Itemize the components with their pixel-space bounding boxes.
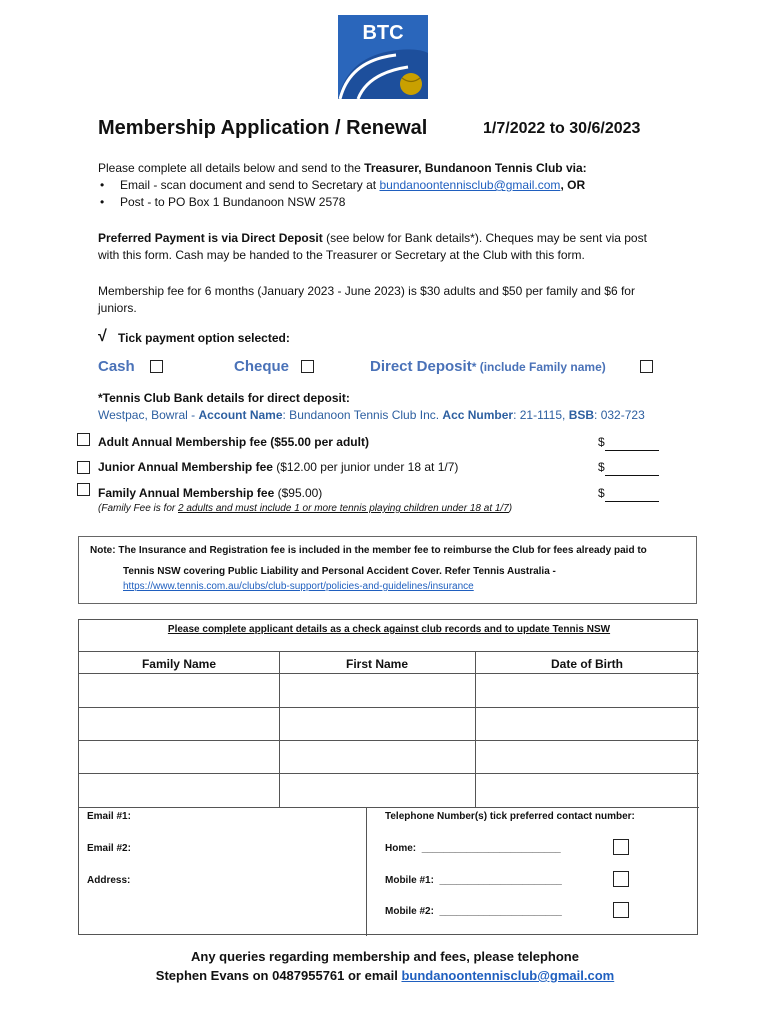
phone-heading: Telephone Number(s) tick preferred contact number: bbox=[385, 811, 635, 822]
bank-heading: *Tennis Club Bank details for direct deposit: bbox=[98, 391, 350, 405]
logo-text: BTC bbox=[362, 22, 404, 44]
adult-fee-checkbox[interactable] bbox=[77, 433, 90, 446]
adult-fee-amount[interactable]: $ bbox=[598, 434, 659, 451]
payment-pref-line1: Preferred Payment is via Direct Deposit (see below for Bank details*). Cheques may be sent via post bbox=[98, 231, 647, 245]
junior-fee-label: Junior Annual Membership fee ($12.00 per junior under 18 at 1/7) bbox=[98, 460, 459, 474]
mobile2-label: Mobile #2: ______________________ bbox=[385, 906, 562, 917]
tick-mark: √ bbox=[98, 328, 107, 345]
fee-note-line2: juniors. bbox=[98, 301, 137, 315]
cash-label: Cash bbox=[98, 358, 135, 375]
email-link[interactable]: bundanoontennisclub@gmail.com bbox=[379, 178, 561, 192]
bullet-email: • Email - scan document and send to Secretary at bundanoontennisclub@gmail.com, OR bbox=[120, 177, 585, 194]
applicant-table bbox=[78, 619, 698, 935]
family-fee-checkbox[interactable] bbox=[77, 483, 90, 496]
email2-label: Email #2: bbox=[87, 843, 131, 854]
membership-period: 1/7/2022 to 30/6/2023 bbox=[483, 120, 641, 137]
bank-details: Westpac, Bowral - Account Name: Bundanoon Tennis Club Inc. Acc Number: 21-1115, BSB: 032-723 bbox=[98, 408, 645, 422]
club-logo bbox=[338, 15, 428, 99]
insurance-line1: Note: The Insurance and Registration fee is included in the member fee to reimburse the Club for fees already paid to bbox=[90, 545, 647, 556]
row1-dob-cell[interactable] bbox=[476, 674, 698, 706]
direct-deposit-checkbox[interactable] bbox=[640, 360, 653, 373]
footer-email-link[interactable]: bundanoontennisclub@gmail.com bbox=[401, 968, 615, 983]
payment-pref-line2: with this form. Cash may be handed to the Treasurer or Secretary at the Club with this form. bbox=[98, 248, 585, 262]
junior-fee-checkbox[interactable] bbox=[77, 461, 90, 474]
mobile1-label: Mobile #1: ______________________ bbox=[385, 875, 562, 886]
row1-family-name-cell[interactable] bbox=[80, 674, 278, 706]
header-first-name: First Name bbox=[345, 657, 409, 671]
email1-label: Email #1: bbox=[87, 811, 131, 822]
footer-line1: Any queries regarding membership and fees, please telephone bbox=[191, 949, 579, 964]
address-label: Address: bbox=[87, 875, 131, 886]
header-family-name: Family Name bbox=[141, 657, 217, 671]
table-caption: Please complete applicant details as a check against club records and to update Tennis NSW bbox=[167, 624, 611, 635]
fee-note-line1: Membership fee for 6 months (January 2023 - June 2023) is $30 adults and $50 per family and $6 for bbox=[98, 284, 635, 298]
adult-fee-label: Adult Annual Membership fee ($55.00 per adult) bbox=[98, 435, 369, 449]
junior-fee-amount[interactable]: $ bbox=[598, 459, 659, 476]
family-fee-amount[interactable]: $ bbox=[598, 485, 659, 502]
cheque-checkbox[interactable] bbox=[301, 360, 314, 373]
cheque-label: Cheque bbox=[234, 358, 290, 375]
tick-label: Tick payment option selected: bbox=[118, 331, 290, 345]
family-fee-label: Family Annual Membership fee ($95.00) bbox=[98, 486, 323, 500]
cash-checkbox[interactable] bbox=[150, 360, 163, 373]
row1-first-name-cell[interactable] bbox=[280, 674, 474, 706]
intro-line: Please complete all details below and send to the Treasurer, Bundanoon Tennis Club via: bbox=[98, 161, 587, 175]
footer-line2: Stephen Evans on 0487955761 or email bundanoontennisclub@gmail.com bbox=[155, 968, 615, 983]
header-dob: Date of Birth bbox=[551, 657, 623, 671]
insurance-line2: Tennis NSW covering Public Liability and Personal Accident Cover. Refer Tennis Australia - bbox=[123, 566, 556, 577]
insurance-note-box bbox=[78, 536, 697, 604]
page-title: Membership Application / Renewal bbox=[98, 117, 428, 139]
home-phone-label: Home: _________________________ bbox=[385, 843, 561, 854]
direct-deposit-label: Direct Deposit* (include Family name) bbox=[370, 358, 606, 375]
mobile2-checkbox[interactable] bbox=[613, 902, 629, 918]
family-fee-note: (Family Fee is for 2 adults and must include 1 or more tennis playing children under 18 at 1/7) bbox=[98, 503, 513, 514]
home-phone-checkbox[interactable] bbox=[613, 839, 629, 855]
insurance-link[interactable]: https://www.tennis.com.au/clubs/club-support/policies-and-guidelines/insurance bbox=[123, 581, 474, 592]
mobile1-checkbox[interactable] bbox=[613, 871, 629, 887]
bullet-post: • Post - to PO Box 1 Bundanoon NSW 2578 bbox=[120, 194, 345, 211]
